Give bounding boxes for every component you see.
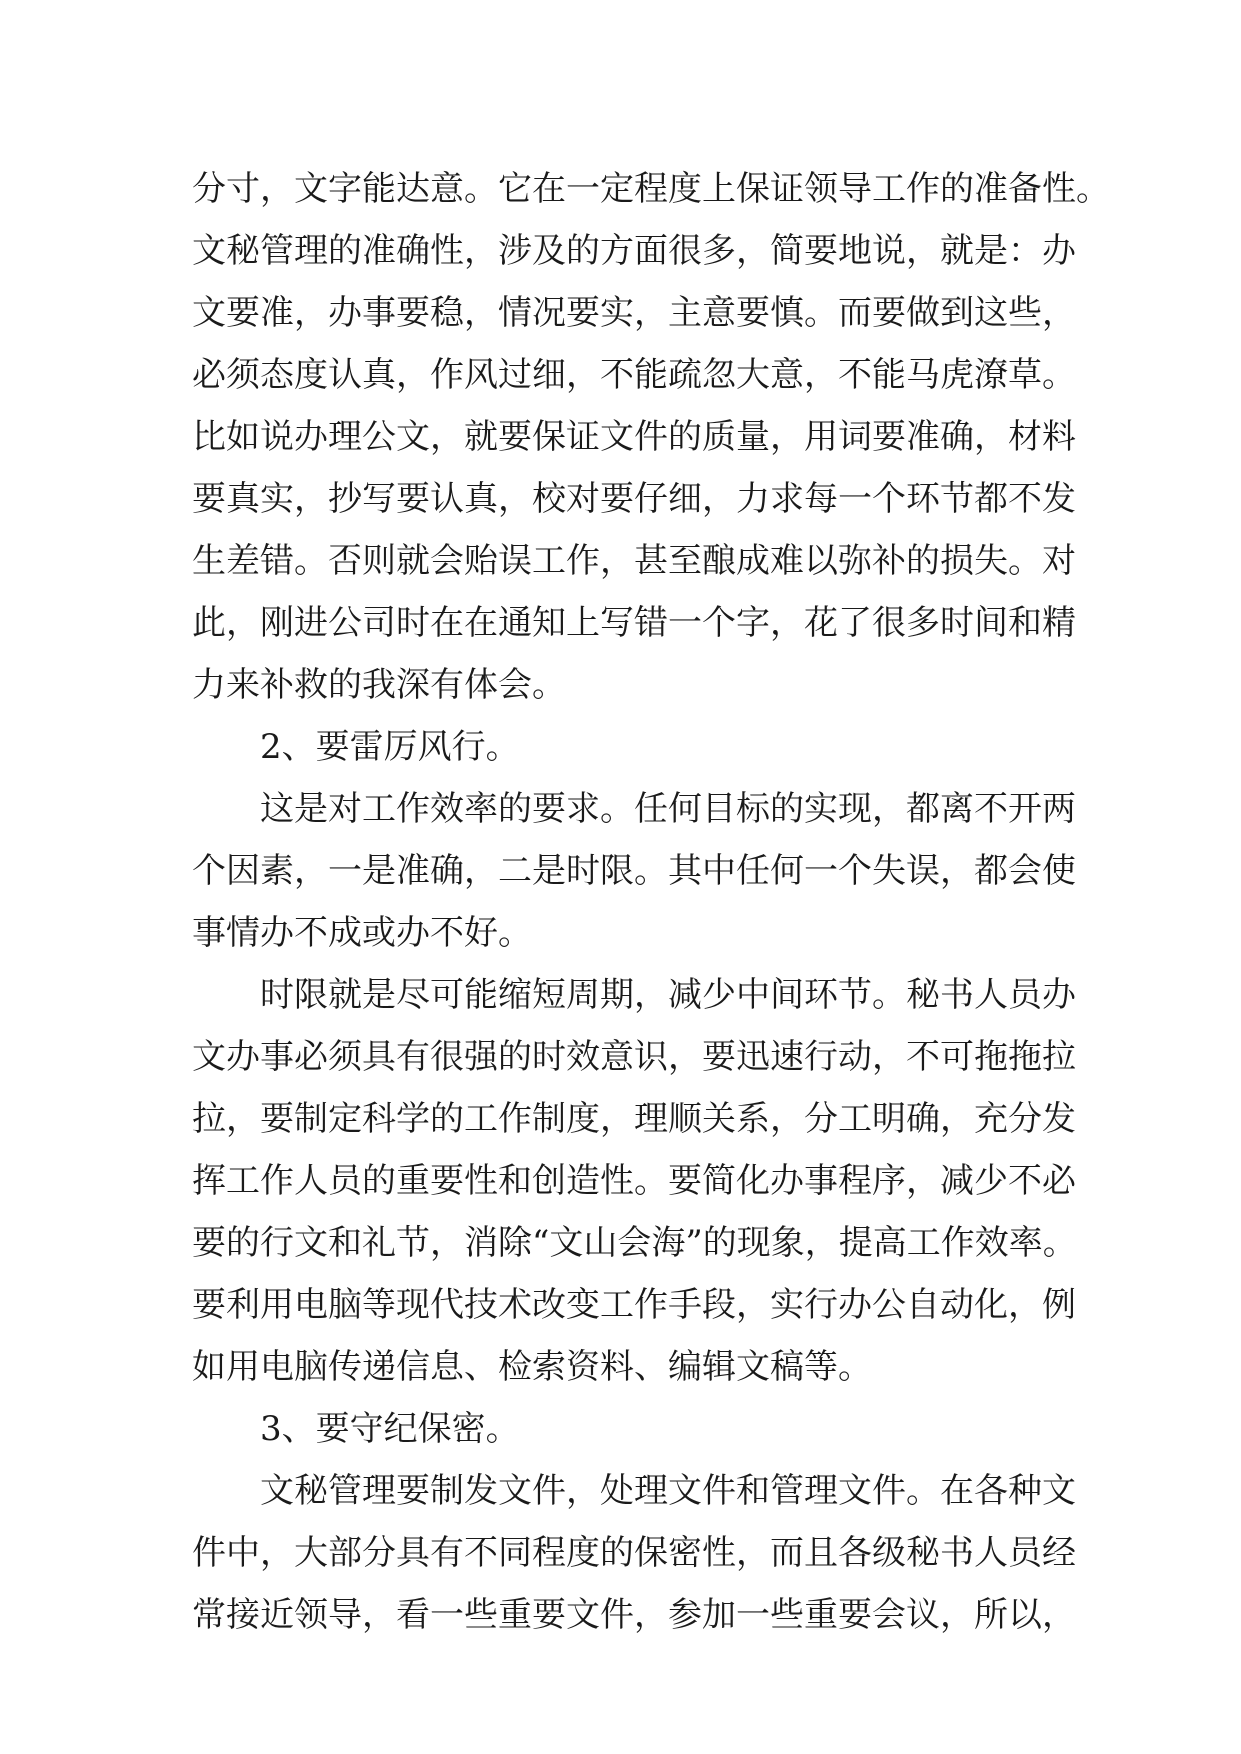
text-line: 文秘管理要制发文件，处理文件和管理文件。在各种文 — [260, 1471, 1076, 1511]
text-line: 个因素，一是准确，二是时限。其中任何一个失误，都会使 — [192, 851, 1076, 891]
text-line: 分寸，文字能达意。它在一定程度上保证领导工作的准备性。 — [192, 169, 1110, 209]
body-text — [192, 158, 1110, 1646]
text-line: 如用电脑传递信息、检索资料、编辑文稿等。 — [192, 1347, 872, 1387]
text-line: 文办事必须具有很强的时效意识，要迅速行动，不可拖拖拉 — [192, 1037, 1076, 1077]
text-line: 文秘管理的准确性，涉及的方面很多，简要地说，就是：办 — [192, 231, 1076, 271]
text-line: 拉，要制定科学的工作制度，理顺关系，分工明确，充分发 — [192, 1099, 1076, 1139]
text-line: 常接近领导，看一些重要文件，参加一些重要会议，所以， — [192, 1595, 1076, 1635]
text-line: 时限就是尽可能缩短周期，减少中间环节。秘书人员办 — [260, 975, 1076, 1015]
text-line: 生差错。否则就会贻误工作，甚至酿成难以弥补的损失。对 — [192, 541, 1076, 581]
text-line: 比如说办理公文，就要保证文件的质量，用词要准确，材料 — [192, 417, 1076, 457]
section-heading: 2、要雷厉风行。 — [260, 727, 520, 767]
text-line: 要的行文和礼节，消除“文山会海”的现象，提高工作效率。 — [192, 1223, 1077, 1263]
section-heading: 3、要守纪保密。 — [260, 1409, 520, 1449]
text-line: 这是对工作效率的要求。任何目标的实现，都离不开两 — [260, 789, 1076, 829]
text-line: 必须态度认真，作风过细，不能疏忽大意，不能马虎潦草。 — [192, 355, 1076, 395]
text-line: 事情办不成或办不好。 — [192, 913, 532, 953]
text-line: 要真实，抄写要认真，校对要仔细，力求每一个环节都不发 — [192, 479, 1076, 519]
text-line: 挥工作人员的重要性和创造性。要简化办事程序，减少不必 — [192, 1161, 1076, 1201]
text-line: 要利用电脑等现代技术改变工作手段，实行办公自动化，例 — [192, 1285, 1076, 1325]
text-line: 此，刚进公司时在在通知上写错一个字，花了很多时间和精 — [192, 603, 1076, 643]
text-line: 力来补救的我深有体会。 — [192, 665, 566, 705]
text-line: 件中，大部分具有不同程度的保密性，而且各级秘书人员经 — [192, 1533, 1076, 1573]
text-line: 文要准，办事要稳，情况要实，主意要慎。而要做到这些， — [192, 293, 1076, 333]
